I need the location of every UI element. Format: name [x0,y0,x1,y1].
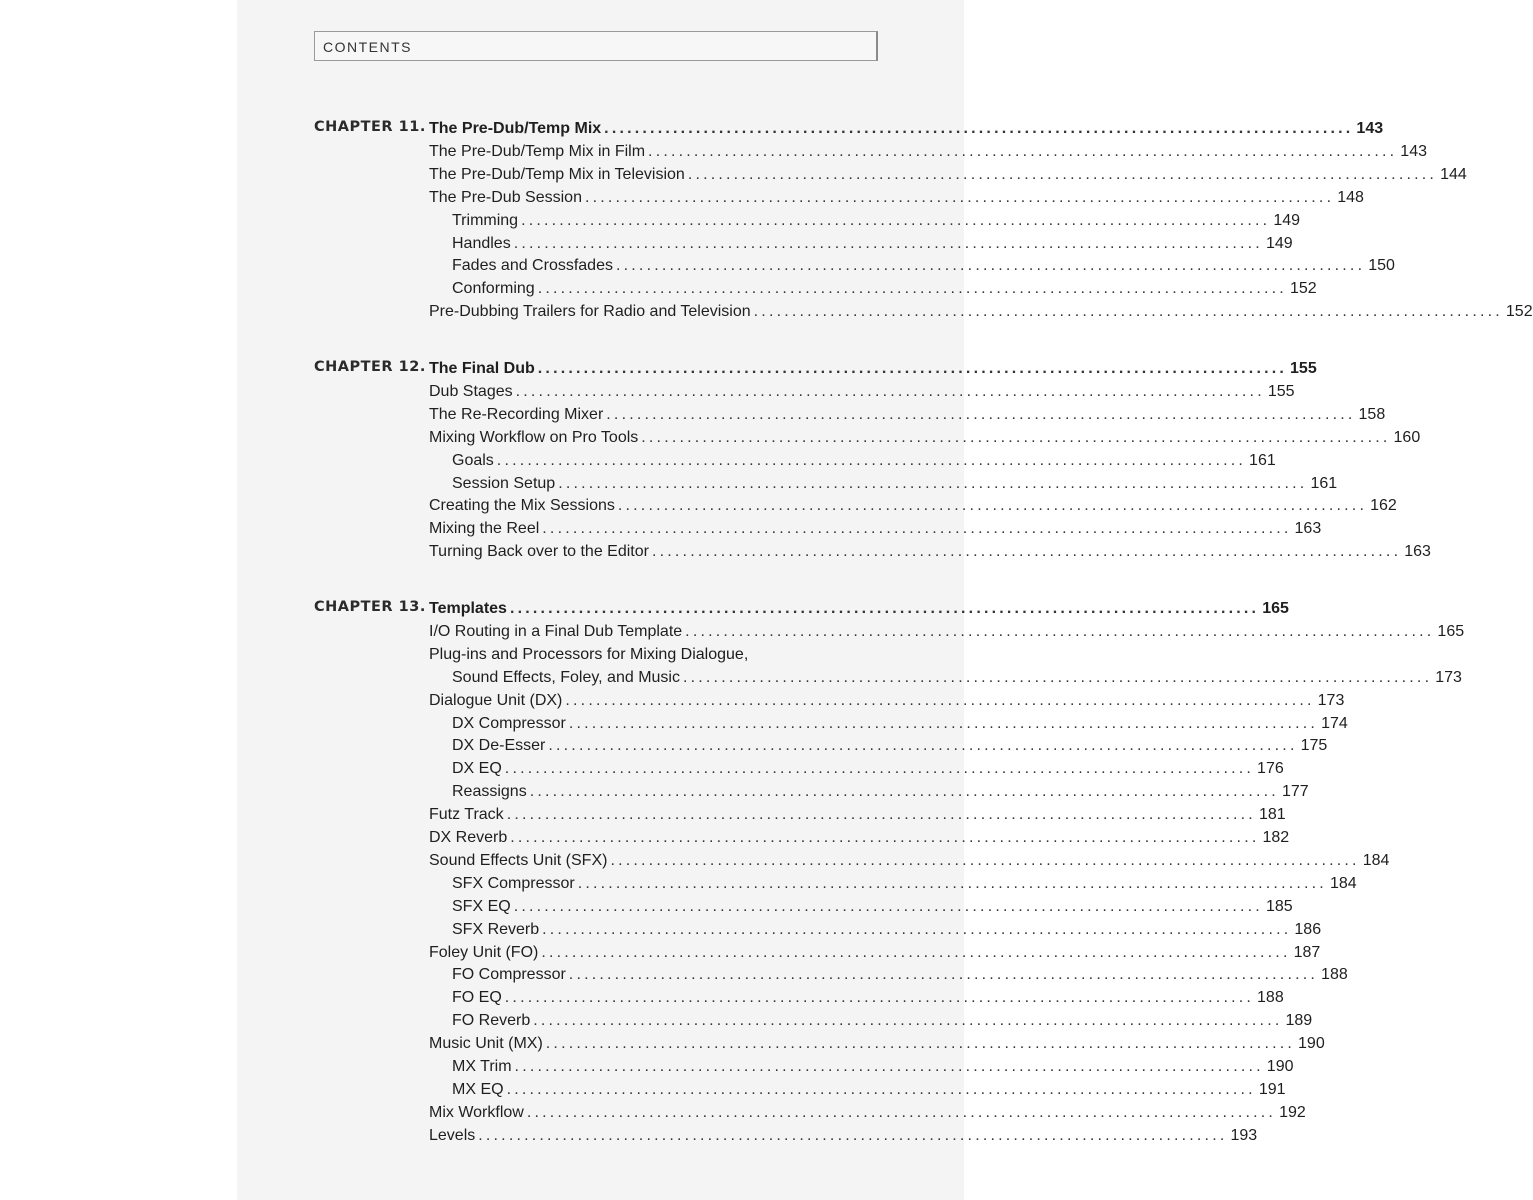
dot-leader: .................................................................................................. [565,691,1315,709]
toc-entry[interactable] [429,941,1321,964]
toc-entry-title: Sound Effects Unit (SFX) [429,851,608,869]
toc-subentry-page: 189 [1285,1012,1313,1030]
dot-leader: .................................................................................................. [548,737,1298,755]
header-label: CONTENTS [323,39,412,55]
chapter-number: CHAPTER 13. [314,599,426,615]
toc-entry-page: 144 [1440,165,1467,183]
toc-entry-page: 173 [1317,691,1345,709]
toc-subentry-page: 177 [1281,783,1309,801]
toc-subentry-page: 174 [1321,714,1348,732]
toc-subentry-title: DX De-Esser [452,737,546,755]
dot-leader: .................................................................................................. [687,165,1438,183]
toc-entry[interactable] [429,163,1467,186]
toc-entry[interactable] [429,826,1290,849]
toc-subentry[interactable] [452,712,1348,735]
toc-subentry-title: Session Setup [452,474,556,492]
toc-subentry-page: 161 [1249,451,1276,469]
dot-leader: .................................................................................................. [537,360,1288,377]
toc-entry[interactable] [429,403,1386,426]
toc-entry[interactable] [452,666,1462,689]
toc-subentry[interactable] [452,277,1317,300]
toc-subentry-title: SFX EQ [452,897,511,915]
toc-entry-page: 165 [1437,622,1465,640]
dot-leader: .................................................................................................. [513,897,1263,915]
toc-entry-page: 160 [1393,428,1421,446]
chapter-number: CHAPTER 11. [314,119,426,135]
toc-entry-title: Futz Track [429,806,504,824]
dot-leader: .................................................................................................. [529,783,1279,801]
toc-subentry-page: 149 [1273,211,1301,229]
dot-leader: .................................................................................................. [515,382,1265,400]
toc-entry-page: 190 [1298,1035,1325,1053]
dot-leader: .................................................................................................. [514,1058,1264,1075]
toc-entry-page: 187 [1293,943,1321,961]
toc-entry-page: 163 [1294,520,1322,538]
dot-leader: .................................................................................................. [541,943,1291,961]
toc-subentry[interactable] [452,734,1328,757]
dot-leader: .................................................................................................. [685,622,1435,640]
toc-subentry[interactable] [452,1009,1313,1032]
dot-leader: .................................................................................................. [584,188,1335,206]
dot-leader: .................................................................................................. [542,520,1292,538]
toc-entry[interactable] [429,620,1465,643]
toc-entry-title: The Pre-Dub/Temp Mix in Film [429,142,646,160]
toc-entry[interactable] [429,689,1345,712]
toc-subentry-page: 152 [1289,280,1317,298]
toc-subentry-title: Goals [452,451,494,469]
toc-entry-title: Pre-Dubbing Trailers for Radio and Television [429,303,751,321]
toc-subentry-title: FO Compressor [452,966,566,984]
dot-leader: .................................................................................................. [478,1126,1228,1144]
dot-leader: .................................................................................................. [682,668,1433,686]
toc-entry-title: Mixing the Reel [429,520,540,538]
toc-subentry[interactable] [452,918,1322,941]
toc-subentry[interactable] [452,895,1293,918]
dot-leader: .................................................................................................. [545,1035,1296,1053]
toc-subentry-page: 188 [1321,966,1348,984]
dot-leader: .................................................................................................. [510,829,1260,846]
toc-subentry-title: Fades and Crossfades [452,257,613,275]
toc-entry[interactable] [429,803,1286,826]
toc-entry[interactable] [429,1032,1325,1055]
toc-subentry[interactable] [452,472,1338,495]
dot-leader: .................................................................................................. [526,1103,1277,1121]
dot-leader: .................................................................................................. [521,211,1271,229]
dot-leader: .................................................................................................. [615,257,1366,275]
dot-leader: .................................................................................................. [506,1080,1256,1098]
dot-leader: .................................................................................................. [568,966,1319,984]
toc-entry-title: Foley Unit (FO) [429,943,539,961]
toc-subentry-page: 149 [1265,234,1293,252]
toc-entry-title: DX Reverb [429,829,508,846]
toc-entry-page: 163 [1404,543,1431,561]
toc-subentry[interactable] [452,209,1301,232]
toc-subentry-page: 175 [1300,737,1328,755]
toc-entry[interactable] [429,300,1533,323]
dot-leader: .................................................................................................. [610,851,1360,869]
dot-leader: .................................................................................................. [496,451,1247,469]
toc-subentry-page: 186 [1294,920,1322,938]
toc-subentry-page: 184 [1329,874,1357,892]
toc-entry-page: 181 [1258,806,1286,824]
toc-entry[interactable] [429,494,1397,517]
toc-subentry-page: 150 [1368,257,1395,275]
toc-subentry[interactable] [452,780,1309,803]
chapter-block [314,597,1465,1197]
toc-entry-page: 158 [1358,405,1386,423]
toc-subentry[interactable] [452,254,1395,277]
dot-leader: .................................................................................................. [504,760,1255,778]
toc-entry-title: The Pre-Dub/Temp Mix in Television [429,165,685,183]
toc-subentry-page: 190 [1266,1058,1294,1075]
dot-leader: .................................................................................................. [641,428,1391,446]
toc-subentry-title: DX EQ [452,760,502,778]
toc-subentry-page: 191 [1258,1080,1286,1098]
toc-subentry-title: Conforming [452,280,535,298]
dot-leader: .................................................................................................. [542,920,1292,938]
dot-leader: .................................................................................................. [506,806,1256,824]
toc-entry-title: The Pre-Dub Session [429,188,582,206]
dot-leader: .................................................................................................. [753,303,1503,321]
toc-entry-page: 148 [1337,188,1364,206]
toc-subentry-title: SFX Reverb [452,920,540,938]
toc-entry-page: 173 [1435,668,1462,686]
toc-subentry-title: SFX Compressor [452,874,575,892]
toc-entry-title: Music Unit (MX) [429,1035,543,1053]
toc-entry-title: Turning Back over to the Editor [429,543,649,561]
toc-subentry-title: MX EQ [452,1080,504,1098]
toc-entry[interactable] [429,186,1364,209]
toc-entry-title: Plug-ins and Processors for Mixing Dialogue, [429,645,749,663]
toc-entry[interactable] [429,1124,1258,1147]
dot-leader: .................................................................................................. [651,543,1402,561]
dot-leader: .................................................................................................. [648,142,1398,160]
toc-subentry-title: Handles [452,234,511,252]
toc-entry-title: Dub Stages [429,382,513,400]
dot-leader: .................................................................................................. [504,989,1255,1007]
toc-subentry[interactable] [452,757,1284,780]
toc-entry[interactable] [429,540,1431,563]
chapter-title-entry-title: Templates [429,600,507,617]
toc-entry-title: Dialogue Unit (DX) [429,691,563,709]
toc-entry[interactable] [429,1101,1306,1124]
toc-entry[interactable] [429,380,1295,403]
toc-subentry-page: 161 [1310,474,1338,492]
toc-entry[interactable] [429,140,1427,163]
toc-entry-title: Creating the Mix Sessions [429,497,615,515]
toc-subentry-title: Reassigns [452,783,527,801]
dot-leader: .................................................................................................. [577,874,1327,892]
toc-subentry[interactable] [452,1078,1286,1101]
toc-subentry[interactable] [452,963,1348,986]
dot-leader: .................................................................................................. [568,714,1319,732]
toc-subentry-page: 188 [1257,989,1284,1007]
toc-subentry-title: DX Compressor [452,714,566,732]
toc-entry-title: Mix Workflow [429,1103,524,1121]
dot-leader: .................................................................................................. [617,497,1368,515]
dot-leader: .................................................................................................. [606,405,1356,423]
toc-entry-page: 155 [1267,382,1295,400]
toc-entry[interactable] [429,517,1322,540]
toc-entry-title: The Re-Recording Mixer [429,405,604,423]
chapter-title-entry-page: 155 [1290,360,1317,377]
toc-entry-page: 182 [1262,829,1290,846]
toc-subentry[interactable] [452,872,1357,895]
chapter-title-entry[interactable] [429,597,1289,620]
toc-entry-title: I/O Routing in a Final Dub Template [429,622,683,640]
toc-entry-page: 143 [1400,142,1427,160]
toc-entry-title: Mixing Workflow on Pro Tools [429,428,639,446]
toc-entry-page: 193 [1230,1126,1258,1144]
chapter-title-entry[interactable] [429,357,1317,380]
chapter-title-entry-page: 165 [1262,600,1289,617]
toc-subentry-title: FO EQ [452,989,502,1007]
toc-entry-page: 184 [1362,851,1390,869]
toc-entry-page: 192 [1279,1103,1306,1121]
toc-subentry[interactable] [452,449,1276,472]
toc-entry-title: Sound Effects, Foley, and Music [452,668,680,686]
chapter-title-entry-title: The Final Dub [429,360,535,377]
toc-subentry[interactable] [452,986,1284,1009]
toc-subentry-title: MX Trim [452,1058,512,1075]
toc-subentry-page: 176 [1257,760,1284,778]
toc-subentry-page: 185 [1265,897,1293,915]
running-header [314,31,878,61]
toc-subentry[interactable] [452,1055,1294,1078]
toc-entry-page: 162 [1370,497,1397,515]
toc-entry-page: 152 [1505,303,1533,321]
dot-leader: .................................................................................................. [604,120,1354,137]
toc-subentry-title: FO Reverb [452,1012,531,1030]
dot-leader: .................................................................................................. [509,600,1260,617]
toc-entry-title: Levels [429,1126,476,1144]
chapter-title-entry-title: The Pre-Dub/Temp Mix [429,120,602,137]
chapter-number: CHAPTER 12. [314,359,426,375]
dot-leader: .................................................................................................. [513,234,1263,252]
dot-leader: .................................................................................................. [533,1012,1283,1030]
dot-leader: .................................................................................................. [558,474,1308,492]
chapter-title-entry[interactable] [429,117,1384,140]
chapter-title-entry-page: 143 [1356,120,1384,137]
toc-subentry-title: Trimming [452,211,519,229]
toc-entry[interactable] [429,426,1421,449]
dot-leader: .................................................................................................. [537,280,1287,298]
toc-entry[interactable] [429,849,1390,872]
toc-subentry[interactable] [452,232,1293,255]
